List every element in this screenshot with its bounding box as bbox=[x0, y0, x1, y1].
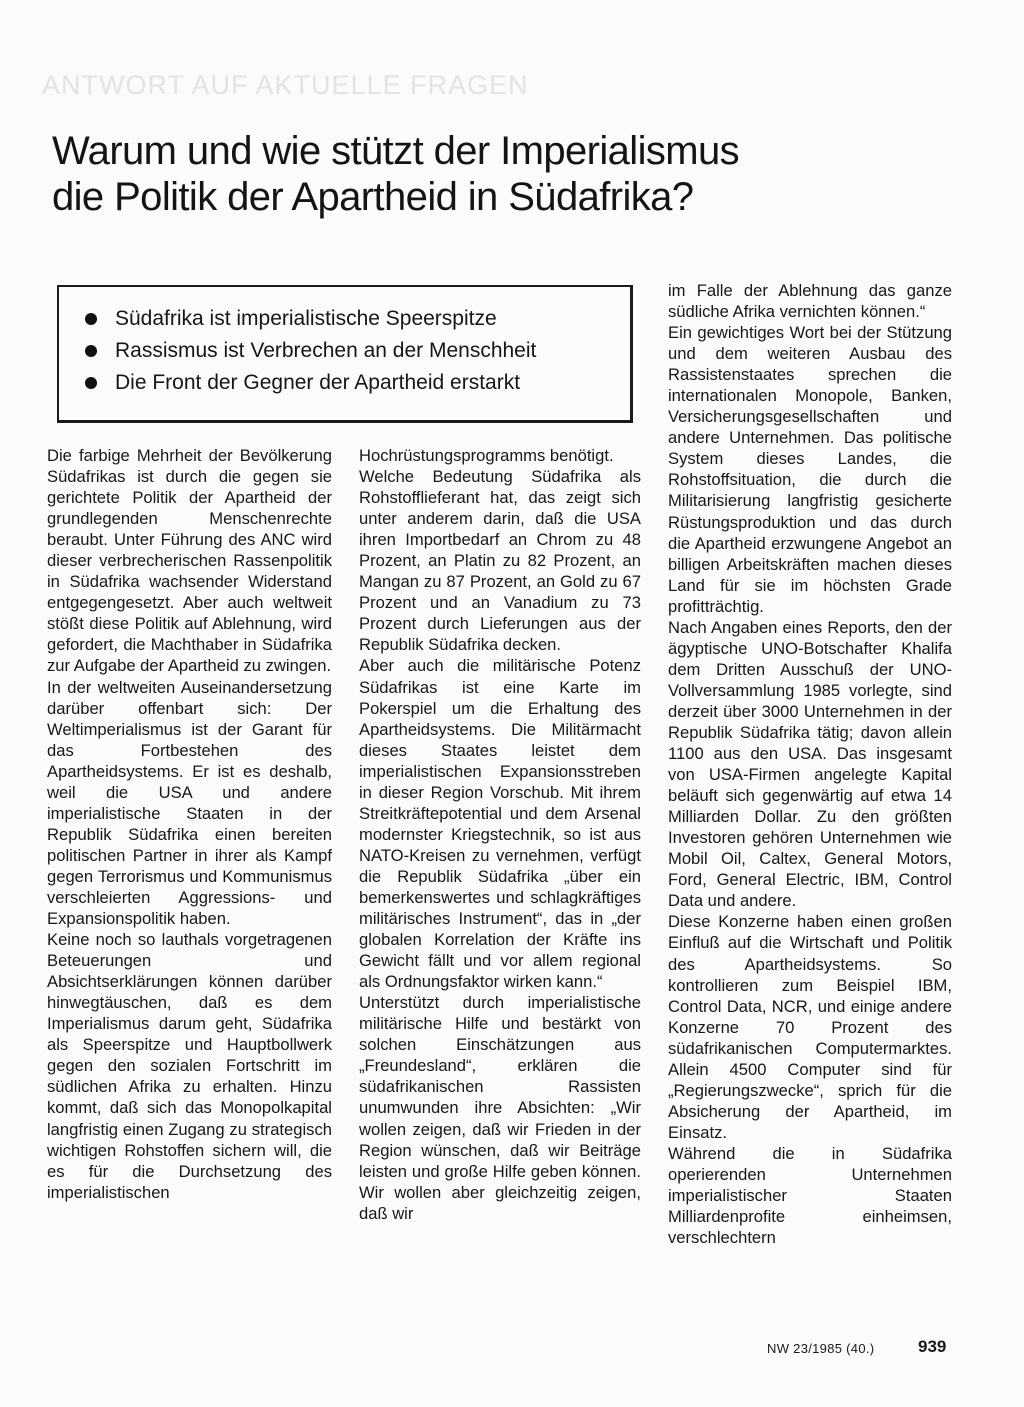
paragraph: Ein gewichtiges Wort bei der Stützung und dem weiteren Ausbau des Rassistenstaates sprechen die internationalen Monopole, Banken, Versicherungsgesellschaften und andere Unternehmen. Das politische System dieses Landes, die Rohstoffsituation, die durch die Militarisierung langfristig gesicherte Rüstungsproduktion und das durch die Apartheid erzwungene Angebot an billigen Arbeitskräften machen dieses Land für sie im höchsten Grade profitträchtig. bbox=[668, 323, 952, 616]
highlight-item bbox=[85, 335, 630, 367]
paragraph: Nach Angaben eines Reports, den der ägyptische UNO-Botschafter Khalifa dem Dritten Ausschuß der UNO-Vollversammlung 1985 vorlegte, sind derzeit über 3000 Unternehmen in der Republik Südafrika tätig; davon allein 1100 aus den USA. Das insgesamt von USA-Firmen angelegte Kapital beläuft sich gegenwärtig auf etwa 14 Milliarden Dollar. Zu den größten Investoren gehören Unternehmen wie Mobil Oil, Caltex, General Motors, Ford, General Electric, IBM, Control Data und andere. bbox=[668, 617, 952, 911]
highlights-box bbox=[57, 285, 633, 423]
bullet-icon bbox=[85, 345, 97, 357]
page-number: 939 bbox=[918, 1337, 947, 1356]
paragraph: im Falle der Ablehnung das ganze südliche Afrika vernichten können.“ bbox=[668, 281, 952, 322]
paragraph: Keine noch so lauthals vorgetragenen Beteuerungen und Absichtserklärungen können darüber hinwegtäuschen, daß es dem Imperialismus darum geht, Südafrika als Speerspitze und Hauptbollwerk gegen den sozialen Fortschritt im südlichen Afrika zu erhalten. Hinzu kommt, daß sich das Monopolkapital langfristig einen Zugang zu strategisch wichtigen Rohstoffen sichern will, die es für die Durchsetzung des imperialistischen bbox=[47, 930, 332, 1202]
paragraph: In der weltweiten Auseinandersetzung darüber offenbart sich: Der Weltimperialismus ist der Garant für das Fortbestehen des Apartheidsystems. Er ist es deshalb, weil die USA und andere imperialistische Staaten in der Republik Südafrika einen bereiten politischen Partner in ihrer als Kampf gegen Terrorismus und Kommunismus verschleierten Aggressions- und Expansionspolitik haben. bbox=[47, 677, 332, 929]
article-title bbox=[52, 128, 932, 220]
highlight-item bbox=[85, 367, 630, 399]
highlight-item bbox=[85, 303, 630, 335]
paragraph: Aber auch die militärische Potenz Südafrikas ist eine Karte im Pokerspiel um die Erhaltung des Apartheidsystems. Die Militärmacht dieses Staates leistet dem imperialistischen Expansionsstreben in dieser Region Vorschub. Mit ihrem Streitkräftepotential und dem Arsenal modernster Kriegstechnik, so ist aus NATO-Kreisen zu vernehmen, verfügt die Republik Südafrika „über ein bemerkenswertes und schlagkräftiges militärisches Instrument“, das in „der globalen Korrelation der Kräfte ins Gewicht fällt und vor allem regional als Ordnungsfaktor wirken kann.“ bbox=[359, 656, 641, 992]
highlight-text: Die Front der Gegner der Apartheid erstarkt bbox=[115, 371, 521, 394]
paragraph: Unterstützt durch imperialistische militärische Hilfe und bestärkt von solchen Einschätzungen aus „Freundesland“, erklären die südafrikanischen Rassisten unumwunden ihre Absichten: „Wir wollen zeigen, daß wir Frieden in der Region wünschen, daß wir Beiträge leisten und große Hilfe geben können. Wir wollen aber gleichzeitig zeigen, daß wir bbox=[359, 993, 641, 1223]
title-line-1: Warum und wie stützt der Imperialismus bbox=[52, 129, 740, 173]
text-column-3 bbox=[668, 280, 952, 1248]
highlight-text: Rassismus ist Verbrechen an der Menschheit bbox=[115, 339, 537, 362]
bullet-icon bbox=[85, 377, 97, 389]
paragraph: Diese Konzerne haben einen großen Einfluß auf die Wirtschaft und Politik des Apartheidsystems. So kontrollieren zum Beispiel IBM, Control Data, NCR, und einige andere Konzerne 70 Prozent des südafrikanischen Computermarktes. Allein 4500 Computer sind für „Regierungszwecke“, sprich für die Absicherung der Apartheid, im Einsatz. bbox=[668, 912, 952, 1142]
title-line-2: die Politik der Apartheid in Südafrika? bbox=[52, 175, 694, 219]
paragraph: Welche Bedeutung Südafrika als Rohstofflieferant hat, das zeigt sich unter anderem darin, daß die USA ihren Importbedarf an Chrom zu 48 Prozent, an Platin zu 82 Prozent, an Mangan zu 87 Prozent, an Gold zu 67 Prozent und an Vanadium zu 73 Prozent durch Lieferungen aus der Republik Südafrika decken. bbox=[359, 467, 641, 655]
bullet-icon bbox=[85, 313, 97, 325]
section-label: ANTWORT AUF AKTUELLE FRAGEN bbox=[42, 70, 529, 100]
paragraph: Während die in Südafrika operierenden Unternehmen imperialistischer Staaten Milliardenprofite einheimsen, verschlechtern bbox=[668, 1143, 952, 1248]
highlight-text: Südafrika ist imperialistische Speerspitze bbox=[115, 307, 497, 330]
text-column-1 bbox=[47, 445, 332, 1203]
paragraph: Die farbige Mehrheit der Bevölkerung Südafrikas ist durch die gegen sie gerichtete Politik der Apartheid der grundlegenden Menschenrechte beraubt. Unter Führung des ANC wird dieser verbrecherischen Rassenpolitik in Südafrika wachsender Widerstand entgegengesetzt. Aber auch weltweit stößt diese Politik auf Ablehnung, wird gefordert, die Machthaber in Südafrika zur Aufgabe der Apartheid zu zwingen. bbox=[47, 446, 332, 676]
text-column-2 bbox=[359, 445, 641, 1224]
paragraph: Hochrüstungsprogramms benötigt. bbox=[359, 446, 614, 465]
issue-reference: NW 23/1985 (40.) bbox=[767, 1341, 875, 1356]
